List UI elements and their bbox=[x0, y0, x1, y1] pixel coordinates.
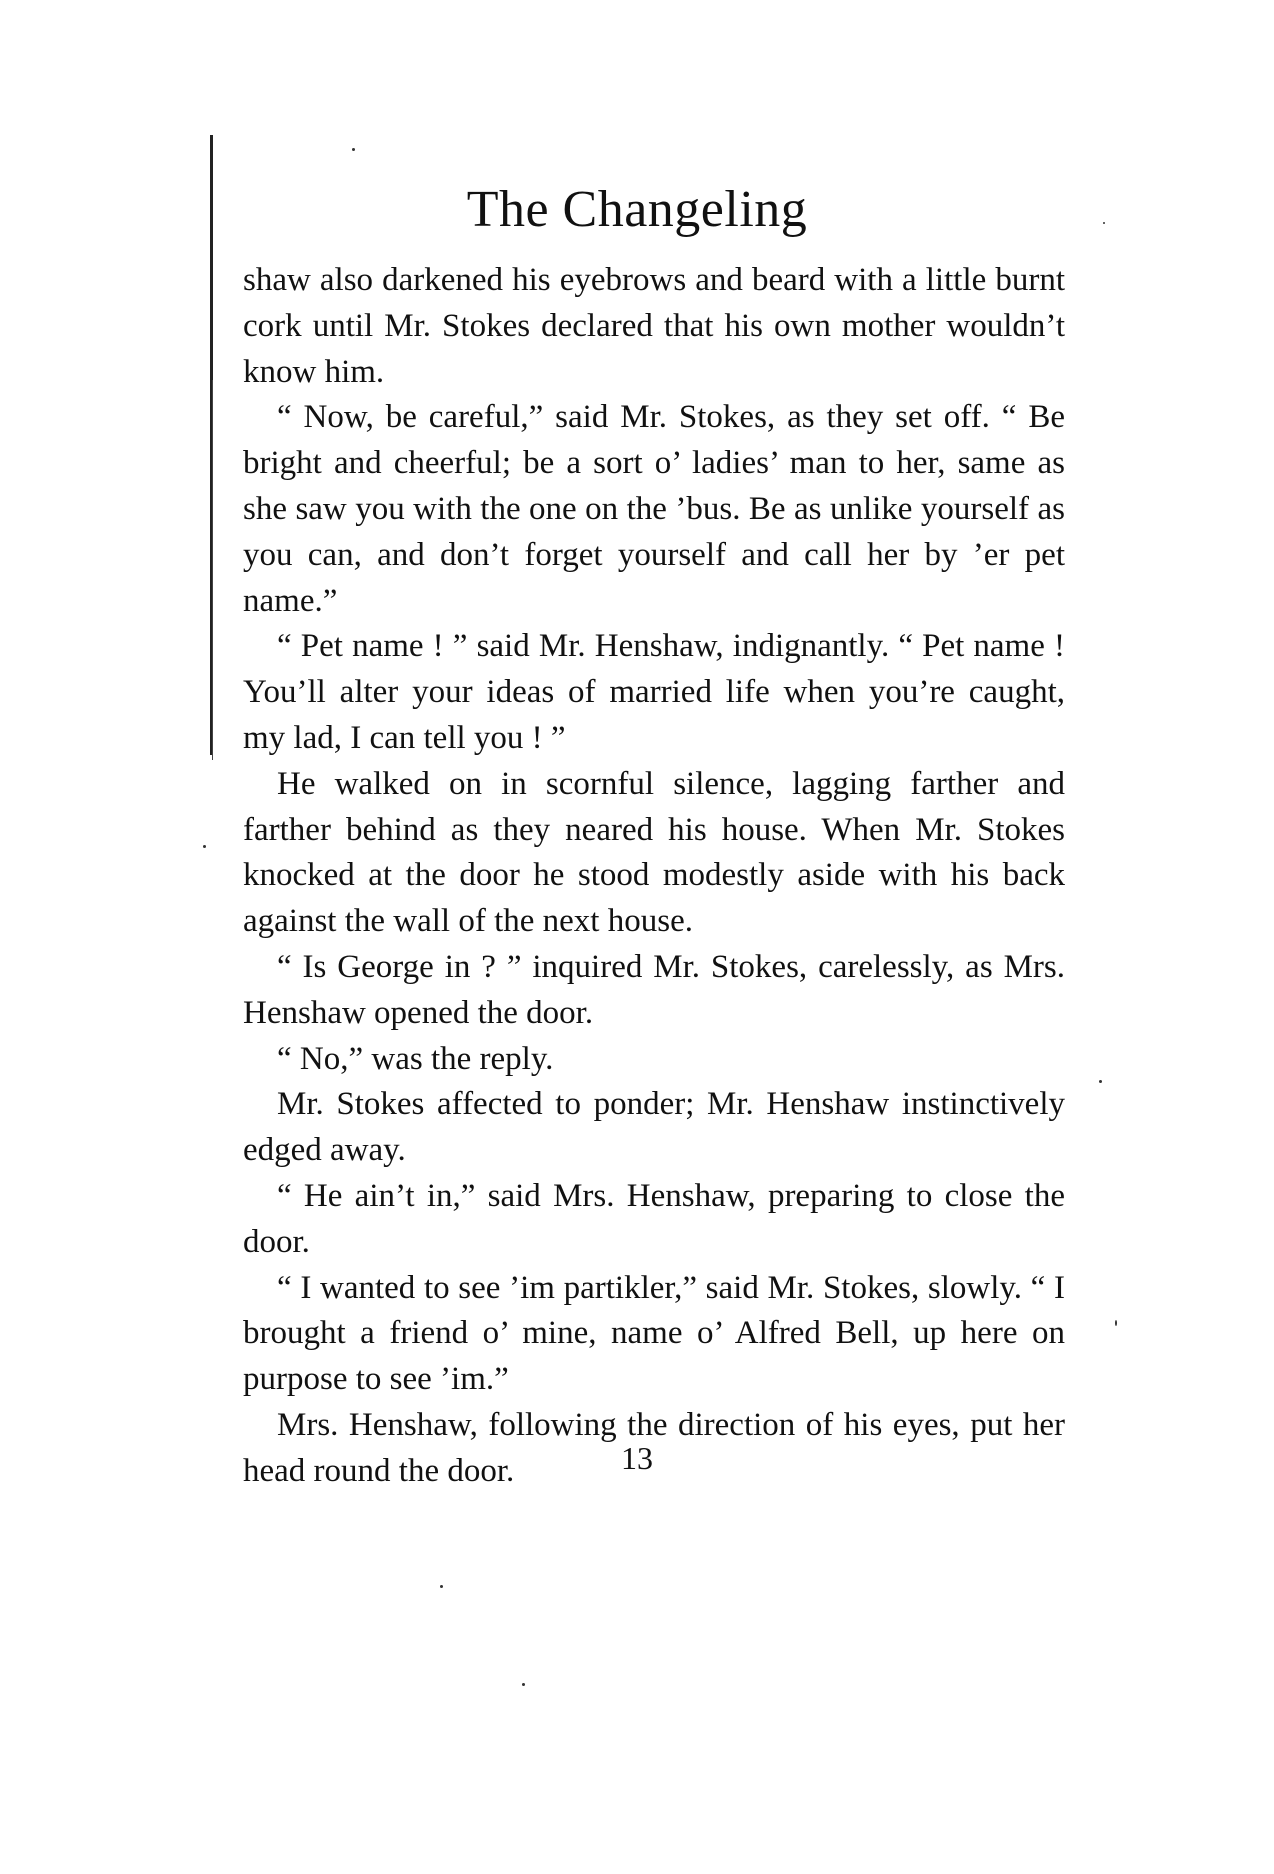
scan-speck bbox=[1115, 1320, 1117, 1326]
paragraph: “ No,” was the reply. bbox=[277, 1040, 554, 1077]
running-title: The Changeling bbox=[466, 181, 808, 238]
body-text bbox=[243, 258, 1065, 1495]
paragraph: Mr. Stokes affected to ponder; Mr. Henshaw instinctively edged away. bbox=[243, 1086, 1065, 1169]
paragraph: Mrs. Henshaw, following the direction of his eyes, put her head round the door. bbox=[243, 1406, 1065, 1489]
paragraph: shaw also darkened his eyebrows and beard with a little burnt cork until Mr. Stokes declared that his own mother wouldn’t know him. bbox=[243, 262, 1065, 390]
margin-scan-line-thin bbox=[212, 380, 213, 760]
paragraph: He walked on in scornful silence, lagging farther and farther behind as they neared his house. When Mr. Stokes knocked at the door he stood modestly aside with his back against the wall of the next house. bbox=[243, 765, 1065, 940]
page-number: 13 bbox=[621, 1440, 653, 1476]
scan-speck bbox=[522, 1683, 525, 1686]
scan-speck bbox=[1099, 1080, 1102, 1083]
paragraph: “ Now, be careful,” said Mr. Stokes, as they set off. “ Be bright and cheerful; be a sort o’ ladies’ man to her, same as she saw you with the one on the ’bus. Be as unlike yourself as you can, and don’t forget yourself and call her by ’er pet name.” bbox=[243, 399, 1065, 619]
scan-speck bbox=[352, 148, 355, 151]
paragraph: “ Is George in ? ” inquired Mr. Stokes, carelessly, as Mrs. Henshaw opened the door. bbox=[243, 948, 1065, 1031]
paragraph: “ He ain’t in,” said Mrs. Henshaw, preparing to close the door. bbox=[243, 1177, 1065, 1260]
scan-speck bbox=[440, 1585, 443, 1588]
paragraph: “ Pet name ! ” said Mr. Henshaw, indignantly. “ Pet name ! You’ll alter your ideas of married life when you’re caught, my lad, I can tell you ! ” bbox=[243, 628, 1065, 756]
scan-speck bbox=[203, 845, 206, 848]
paragraph: “ I wanted to see ’im partikler,” said Mr. Stokes, slowly. “ I brought a friend o’ mine, name o’ Alfred Bell, up here on purpose to see ’im.” bbox=[243, 1269, 1065, 1398]
